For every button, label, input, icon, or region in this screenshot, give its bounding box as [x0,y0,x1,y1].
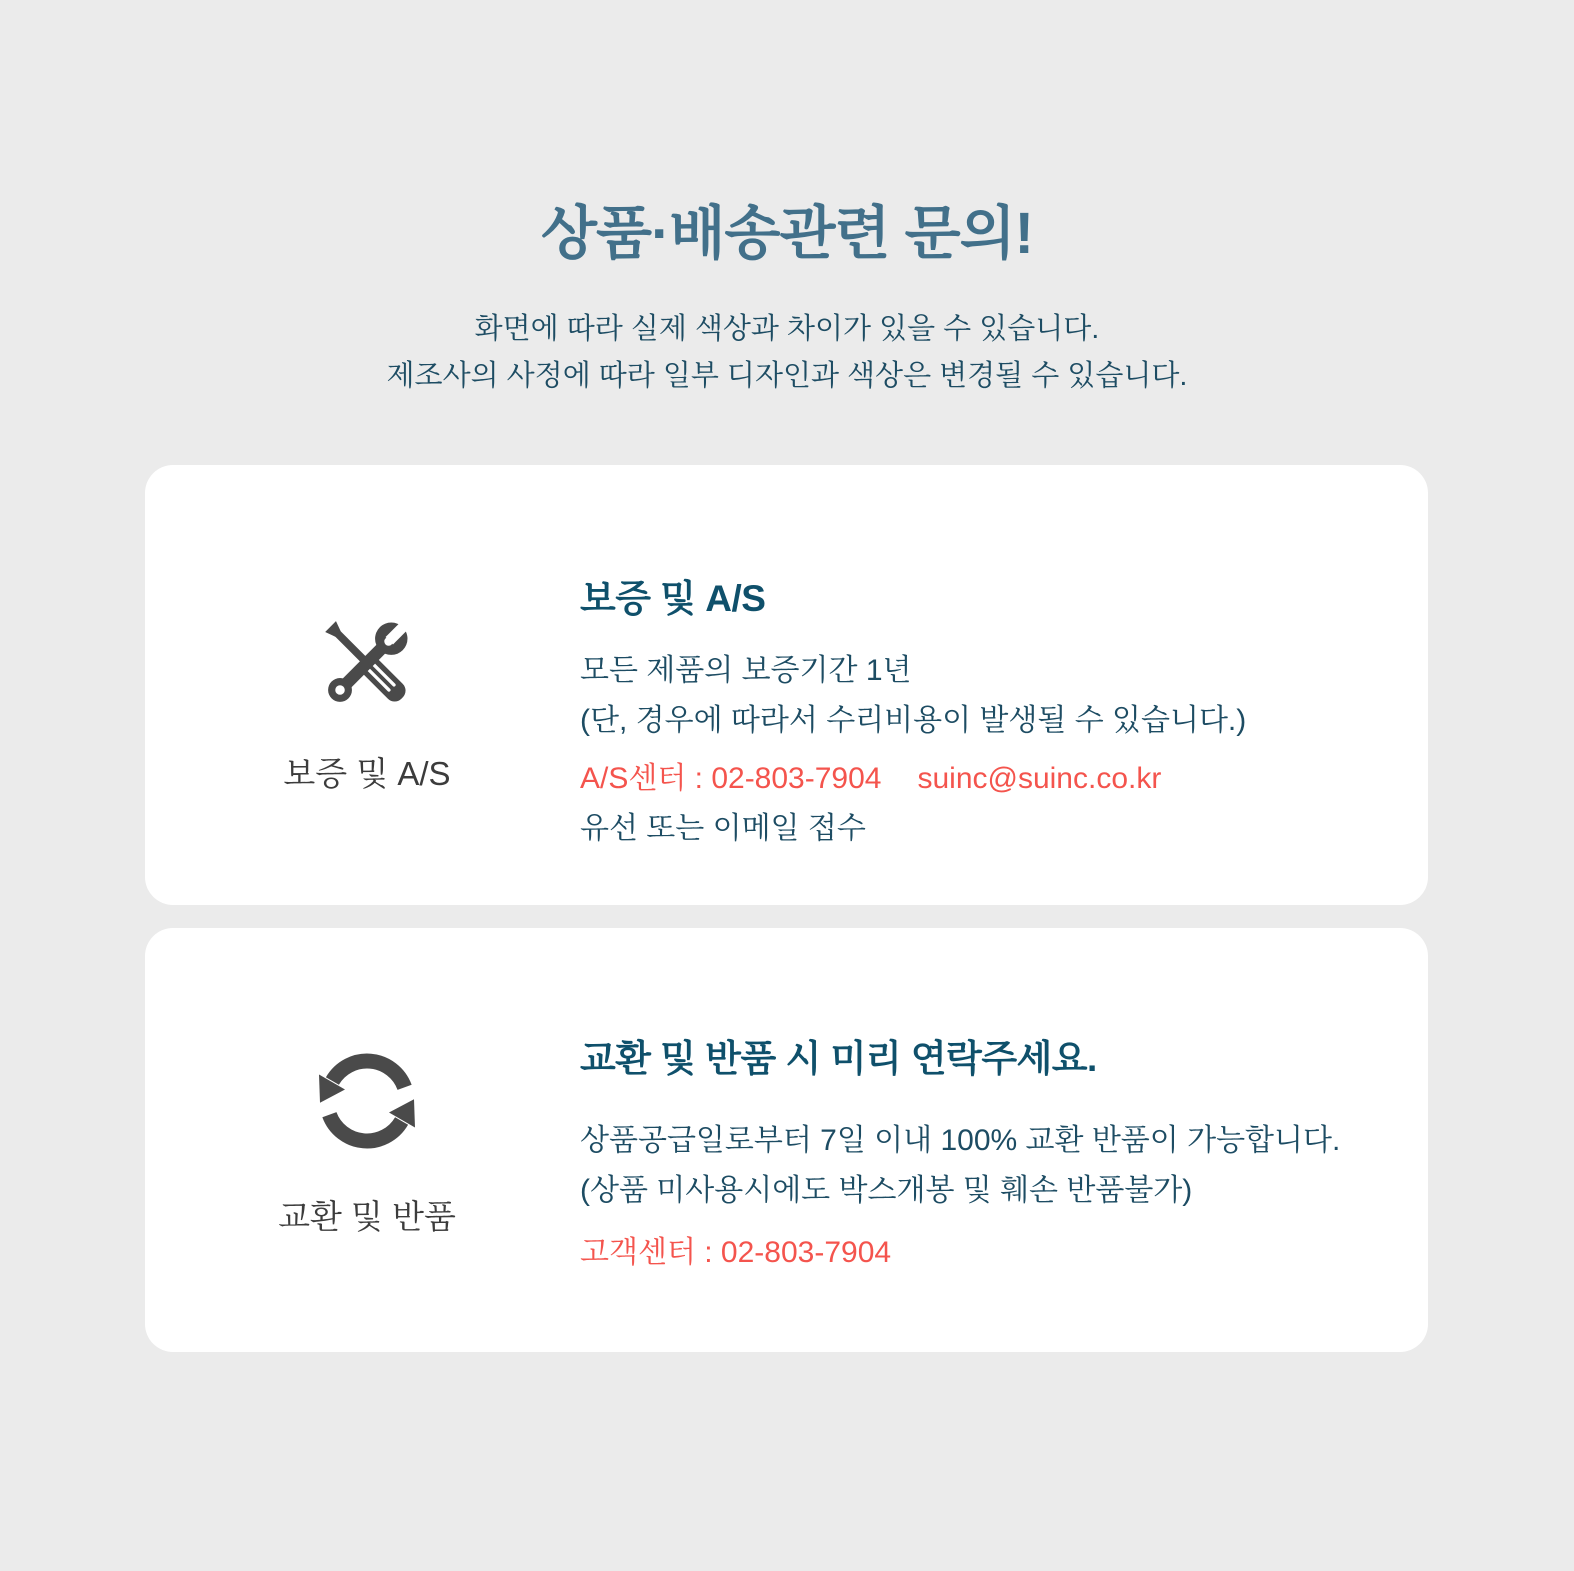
exchange-contact-row [580,1228,1340,1278]
as-center-email: suinc@suinc.co.kr [917,762,1162,795]
warranty-card [145,465,1428,905]
subtitle-line-2: 제조사의 사정에 따라 일부 디자인과 색상은 변경될 수 있습니다. [386,360,1188,392]
exchange-icon-column [217,1036,517,1238]
page-subtitle [0,306,1574,400]
exchange-card [145,928,1428,1352]
warranty-icon-column [217,601,517,795]
warranty-contact-row [580,754,1246,804]
warranty-line-1: 모든 제품의 보증기간 1년 [580,654,912,687]
page-title: 상품·배송관련 문의! [541,201,1033,266]
customer-center-phone: 고객센터 : 02-803-7904 [580,1236,892,1269]
exchange-heading: 교환 및 반품 시 미리 연락주세요. [580,1038,1097,1079]
subtitle-line-1: 화면에 따라 실제 색상과 차이가 있을 수 있습니다. [474,313,1100,345]
warranty-text-column [580,568,1246,854]
exchange-line-2: (상품 미사용시에도 박스개봉 및 훼손 반품불가) [580,1174,1193,1207]
warranty-line-4: 유선 또는 이메일 접수 [580,812,866,845]
exchange-line-1: 상품공급일로부터 7일 이내 100% 교환 반품이 가능합니다. [580,1124,1341,1157]
cycle-arrows-icon [302,1153,432,1170]
as-center-phone: A/S센터 : 02-803-7904 [580,762,882,795]
exchange-icon-label: 교환 및 반품 [278,1198,456,1235]
warranty-heading: 보증 및 A/S [580,578,766,619]
exchange-text-column [580,1028,1340,1278]
warranty-icon-label: 보증 및 A/S [283,755,451,792]
tools-icon [305,712,429,729]
warranty-line-2: (단, 경우에 따라서 수리비용이 발생될 수 있습니다.) [580,704,1247,737]
